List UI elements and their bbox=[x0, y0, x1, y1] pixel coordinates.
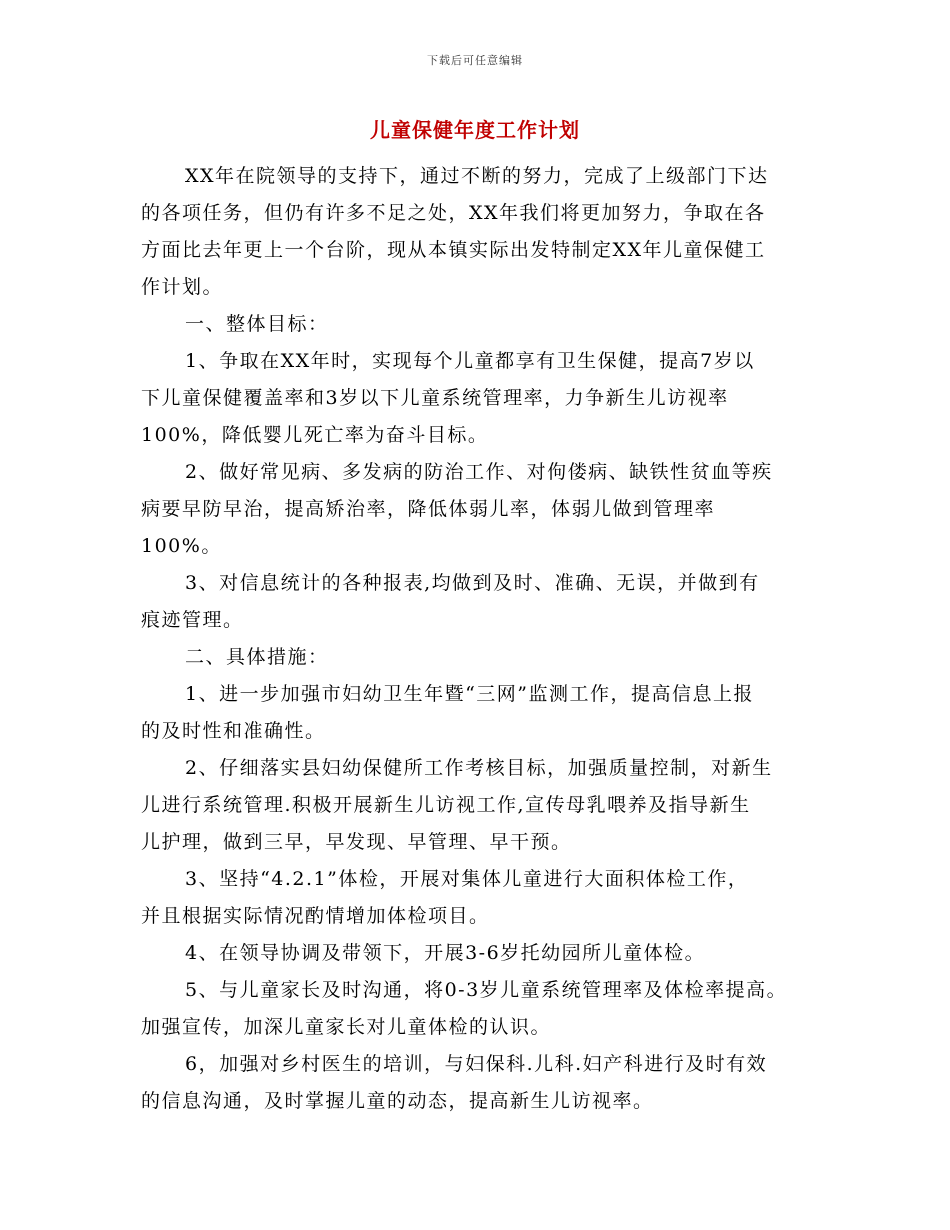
paragraph-line: 6，加强对乡村医生的培训，与妇保科.儿科.妇产科进行及时有效 bbox=[185, 1053, 768, 1075]
header-note: 下载后可任意编辑 bbox=[427, 54, 523, 67]
paragraph-line: 1、进一步加强市妇幼卫生年暨“三网”监测工作，提高信息上报 bbox=[185, 683, 755, 705]
document-title: 儿童保健年度工作计划 bbox=[370, 118, 580, 142]
paragraph-line: 病要早防早治，提高矫治率，降低体弱儿率，体弱儿做到管理率 bbox=[141, 498, 716, 520]
paragraph bbox=[141, 861, 821, 935]
paragraph-line: 的信息沟通，及时掌握儿童的动态，提高新生儿访视率。 bbox=[141, 1090, 654, 1112]
paragraph-line: 的各项任务，但仍有许多不足之处，XX年我们将更加努力，争取在各 bbox=[141, 202, 766, 224]
paragraph bbox=[141, 639, 821, 676]
paragraph-line: 3、坚持“4.2.1”体检，开展对集体儿童进行大面积体检工作， bbox=[185, 868, 749, 890]
paragraph-line: 4、在领导协调及带领下，开展3-6岁托幼园所儿童体检。 bbox=[185, 942, 706, 964]
paragraph-line: 的及时性和准确性。 bbox=[141, 720, 326, 742]
paragraph bbox=[141, 306, 821, 343]
paragraph-line: 100%。 bbox=[141, 535, 222, 557]
paragraph-line: 100%，降低婴儿死亡率为奋斗目标。 bbox=[141, 424, 489, 446]
paragraph-line: 2、做好常见病、多发病的防治工作、对佝偻病、缺铁性贫血等疾 bbox=[185, 461, 773, 483]
paragraph-line: 5、与儿童家长及时沟通，将0-3岁儿童系统管理率及体检率提高。 bbox=[185, 979, 788, 1001]
paragraph-line: 2、仔细落实县妇幼保健所工作考核目标，加强质量控制，对新生 bbox=[185, 757, 773, 779]
paragraph bbox=[141, 750, 821, 861]
paragraph bbox=[141, 158, 821, 306]
paragraph-line: 并且根据实际情况酌情增加体检项目。 bbox=[141, 905, 490, 927]
paragraph-line: 二、具体措施： bbox=[185, 646, 329, 668]
paragraph-line: 1、争取在XX年时，实现每个儿童都享有卫生保健，提高7岁以 bbox=[185, 350, 755, 372]
paragraph-line: 儿护理，做到三早，早发现、早管理、早干预。 bbox=[141, 831, 572, 853]
paragraph-line: 3、对信息统计的各种报表,均做到及时、准确、无误，并做到有 bbox=[185, 572, 760, 594]
paragraph bbox=[141, 343, 821, 454]
paragraph bbox=[141, 935, 821, 972]
paragraph-line: 方面比去年更上一个台阶，现从本镇实际出发特制定XX年儿童保健工 bbox=[141, 239, 766, 261]
paragraph bbox=[141, 972, 821, 1046]
paragraph bbox=[141, 454, 821, 565]
paragraph bbox=[141, 676, 821, 750]
paragraph-line: 下儿童保健覆盖率和3岁以下儿童系统管理率，力争新生儿访视率 bbox=[141, 387, 729, 409]
paragraph-line: 痕迹管理。 bbox=[141, 609, 244, 631]
paragraph bbox=[141, 565, 821, 639]
paragraph-line: 作计划。 bbox=[141, 276, 224, 298]
paragraph-line: XX年在院领导的支持下，通过不断的努力，完成了上级部门下达 bbox=[185, 165, 769, 187]
paragraph-line: 加强宣传，加深儿童家长对儿童体检的认识。 bbox=[141, 1016, 552, 1038]
document-body bbox=[141, 158, 821, 1120]
paragraph bbox=[141, 1046, 821, 1120]
paragraph-line: 一、整体目标： bbox=[185, 313, 329, 335]
paragraph-line: 儿进行系统管理.积极开展新生儿访视工作,宣传母乳喂养及指导新生 bbox=[141, 794, 751, 816]
